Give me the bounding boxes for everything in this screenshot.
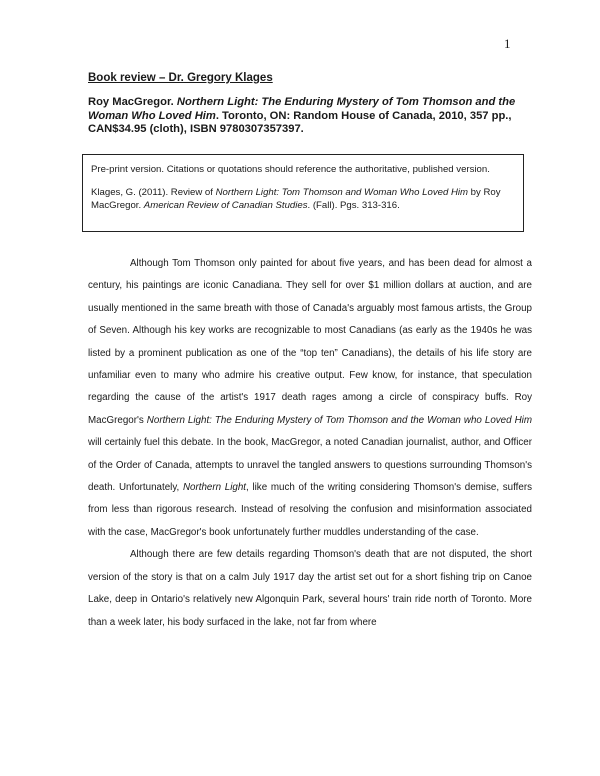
paragraph-1 xyxy=(88,253,532,544)
reference-citation xyxy=(91,186,515,213)
reference-by: by Roy MacGregor. xyxy=(91,186,501,211)
reference-journal: American Review of Canadian Studies xyxy=(143,200,308,211)
page-heading: Book review – Dr. Gregory Klages xyxy=(88,72,273,84)
citation-author: Roy MacGregor. xyxy=(88,96,174,108)
review-body xyxy=(88,253,532,634)
paragraph-1-part-2: will certainly fuel this debate. In the book, MacGregor, a noted Canadian journalist, author, and Officer of the Order of Canada, attempts to unravel the tangled answers to questions surrounding Thomson's death. Unfortunately, xyxy=(88,437,532,494)
book-citation xyxy=(88,96,528,137)
paragraph-1-part-1: Although Tom Thomson only painted for about five years, and has been dead for almost a century, his paintings are iconic Canadiana. They sell for over $1 million dollars at auction, and are usually mentioned in the same breath with those of Canada's arguably most famous artists, the Group of Seven. Although his key works are recognizable to most Canadians (as early as the 1940s he was listed by a prominent publication as one of the “top ten” Canadians), the details of his life story are unfamiliar even to many who admire his creative output. Few know, for instance, that speculation regarding the cause of the artist's 1917 death rages among a circle of conspiracy buffs. Roy MacGregor's xyxy=(88,258,532,426)
citation-details: . Toronto, ON: Random House of Canada, 2010, 357 pp., CAN$34.95 (cloth), ISBN 9780307357397. xyxy=(88,109,512,135)
reference-title: Northern Light: Tom Thomson and Woman Who Loved Him xyxy=(215,186,469,198)
preprint-notice-box xyxy=(82,154,524,232)
page-number: 1 xyxy=(504,36,511,51)
preprint-notice: Pre-print version. Citations or quotations should reference the authoritative, published version. xyxy=(91,164,490,175)
short-title-italic: Northern Light xyxy=(182,482,247,494)
citation-title: Northern Light: The Enduring Mystery of Tom Thomson and the Woman Who Loved Him xyxy=(88,96,516,122)
book-title-italic: Northern Light: The Enduring Mystery of Tom Thomson and the Woman who Loved Him xyxy=(146,414,532,426)
paragraph-1-part-3: , like much of the writing considering Thomson's demise, suffers from less than rigorous research. Instead of resolving the confusion and misinformation associated with the case, MacGregor's book unfortunately further muddles understanding of the case. xyxy=(88,482,532,538)
reference-prefix: Klages, G. (2011). Review of xyxy=(91,186,216,198)
reference-suffix: . (Fall). Pgs. 313-316. xyxy=(307,200,400,211)
paragraph-2: Although there are few details regarding Thomson's death that are not disputed, the short version of the story is that on a calm July 1917 day the artist set out for a short fishing trip on Canoe Lake, deep in Ontario's relatively new Algonquin Park, several hours' train ride north of Toronto. More than a week later, his body surfaced in the lake, not far from where xyxy=(88,549,532,628)
